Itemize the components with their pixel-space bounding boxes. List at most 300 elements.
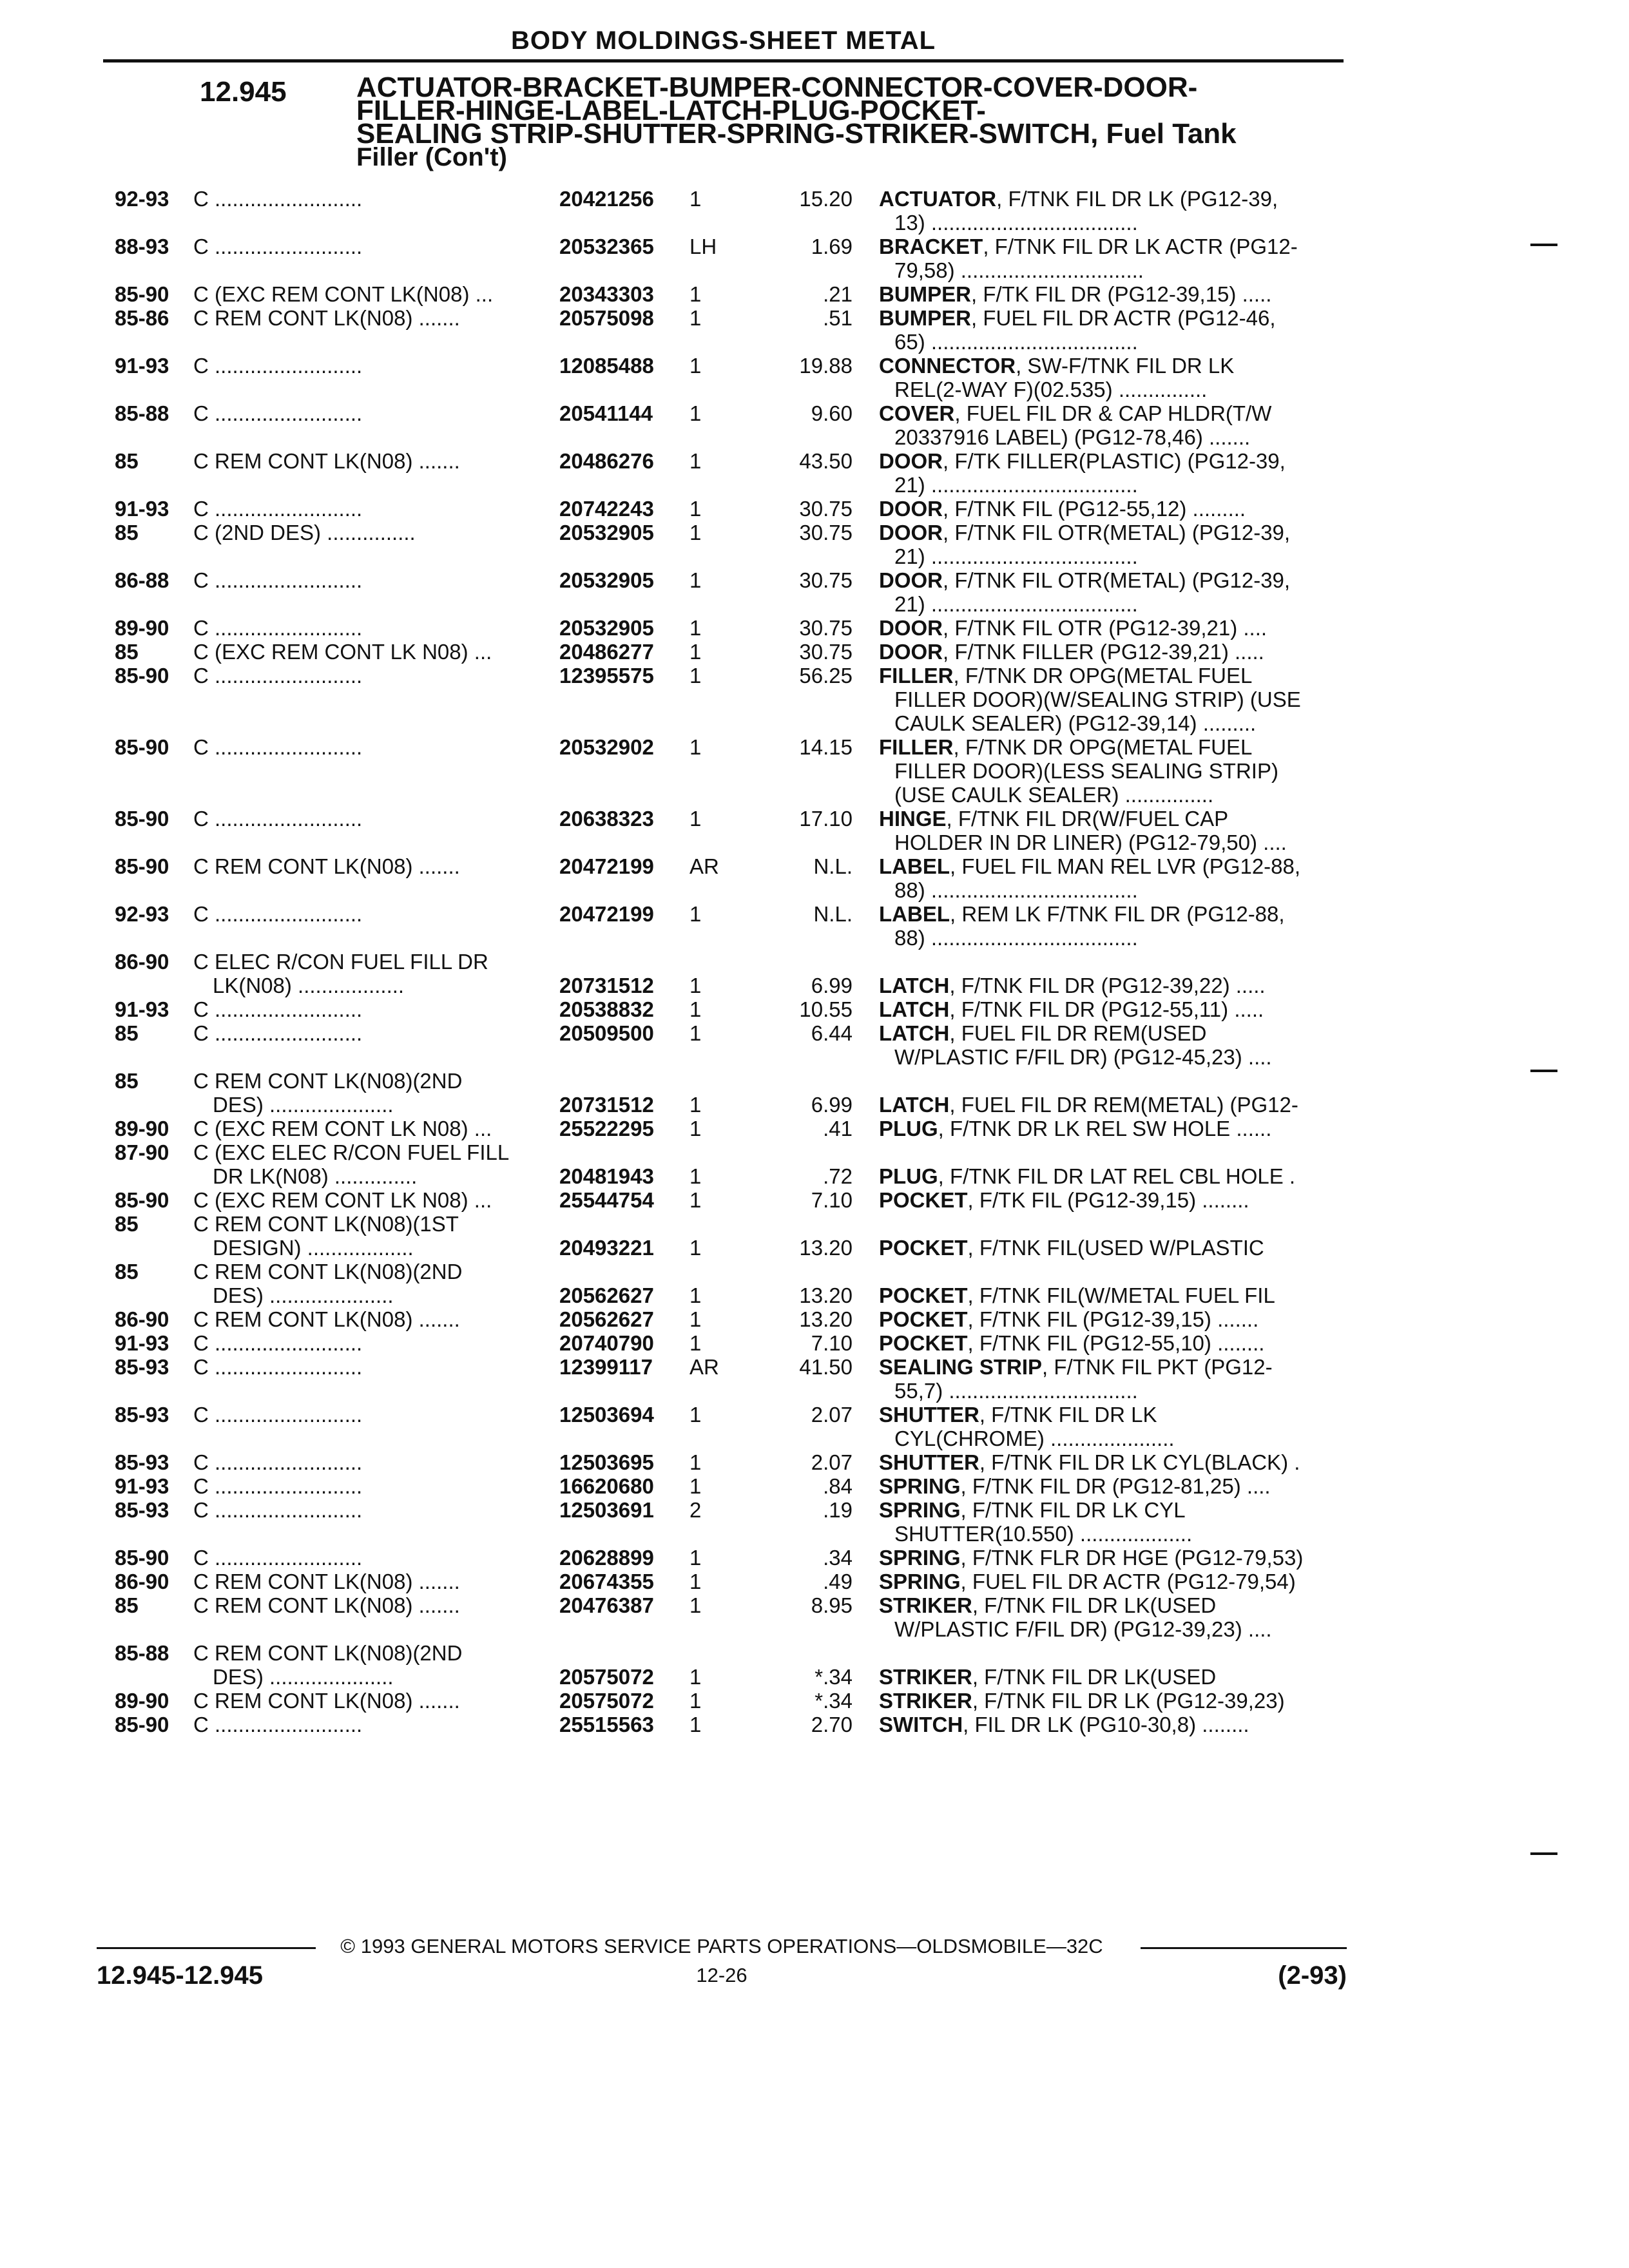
part-model: C ......................... [193,997,363,1021]
part-model: C REM CONT LK(N08)(2ND [193,1069,463,1093]
part-number: 12503691 [559,1498,654,1522]
part-model: C REM CONT LK(N08)(1ST [193,1212,459,1236]
part-row-line [115,878,1352,902]
part-quantity: 1 [689,568,702,592]
part-years: 89-90 [115,1117,169,1140]
part-model-continued: LK(N08) .................. [213,974,405,997]
part-description [879,568,1349,592]
part-quantity: 1 [689,902,702,926]
part-row-line [115,544,1352,568]
part-row-line [115,1570,1352,1593]
part-price: 30.75 [799,640,853,664]
part-number: 25515563 [559,1713,654,1736]
part-description-text: , F/TNK FIL DR LK CYL [960,1498,1186,1522]
part-description-text: , F/TNK FIL(USED W/PLASTIC [967,1236,1264,1260]
part-row-line [115,1117,1352,1140]
part-name: SEALING STRIP [879,1355,1043,1379]
part-number: 20742243 [559,497,654,521]
part-row [115,1593,1352,1641]
part-description-text: FILLER DOOR)(W/SEALING STRIP) (USE [894,687,1301,711]
part-description [879,1093,1349,1117]
part-description [894,926,1365,950]
part-description [879,449,1349,473]
part-description [894,1617,1365,1641]
part-description-text: , F/TNK DR LK REL SW HOLE ...... [938,1117,1272,1140]
part-name: COVER [879,401,955,425]
part-price: .41 [823,1117,853,1140]
part-description [879,1498,1349,1522]
part-row-line [115,664,1352,687]
part-description-text: , F/TNK FIL PKT (PG12- [1042,1355,1273,1379]
part-price: 56.25 [799,664,853,687]
part-description-text: REL(2-WAY F)(02.535) ............... [894,378,1208,401]
group-number: 12.945 [200,76,287,108]
part-description [879,1689,1349,1713]
part-row-line [115,1450,1352,1474]
part-description [879,306,1349,330]
part-model: C ......................... [193,1403,363,1427]
part-quantity: 1 [689,1474,702,1498]
part-years: 85-88 [115,1641,169,1665]
part-description [879,401,1349,425]
part-description-text: W/PLASTIC F/FIL DR) (PG12-45,23) .... [894,1045,1272,1069]
part-model: C ......................... [193,1546,363,1570]
part-description-text: SHUTTER(10.550) ................... [894,1522,1193,1546]
part-quantity: LH [689,235,717,258]
part-description [894,878,1365,902]
part-description [879,1546,1349,1570]
part-description-text: , F/TNK FIL (PG12-39,15) ....... [967,1307,1259,1331]
part-number: 25544754 [559,1188,654,1212]
part-description-text: 13) ................................... [894,211,1138,235]
part-model: C REM CONT LK(N08) ....... [193,1307,460,1331]
part-description [879,1331,1349,1355]
part-number: 20562627 [559,1307,654,1331]
part-price: .21 [823,282,853,306]
part-description [879,735,1349,759]
part-description-text: , F/TK FIL DR (PG12-39,15) ..... [971,282,1272,306]
group-title [356,72,1387,171]
part-description-text: 21) ................................... [894,473,1138,497]
parts-list [115,187,1352,1736]
page-header [103,22,1344,62]
part-price: N.L. [813,854,853,878]
footer-copyright: © 1993 GENERAL MOTORS SERVICE PARTS OPERATIONS—OLDSMOBILE—32C [340,1935,1103,1957]
part-number: 12503695 [559,1450,654,1474]
part-row-line [115,902,1352,926]
part-price: .19 [823,1498,853,1522]
part-years: 92-93 [115,902,169,926]
part-quantity: 1 [689,187,702,211]
part-description-text: , F/TNK FIL DR LK [979,1403,1157,1427]
part-name: LATCH [879,1093,950,1117]
part-description [879,1474,1349,1498]
part-model: C ......................... [193,354,363,378]
part-quantity: 1 [689,616,702,640]
part-number: 20493221 [559,1236,654,1260]
part-model: C REM CONT LK(N08) ....... [193,449,460,473]
part-quantity: 1 [689,1450,702,1474]
part-description [894,592,1365,616]
part-price: 30.75 [799,521,853,544]
part-name: LATCH [879,997,950,1021]
part-description-text: , FUEL FIL DR & CAP HLDR(T/W [954,401,1272,425]
part-row [115,807,1352,854]
group-title-line: FILLER-HINGE-LABEL-LATCH-PLUG-POCKET- [356,95,986,126]
part-price: 6.99 [811,974,853,997]
part-model: C ......................... [193,1450,363,1474]
group-title-line: Filler (Con't) [356,143,507,171]
part-name: LATCH [879,974,950,997]
part-row-line [115,1355,1352,1379]
part-description [879,1236,1349,1260]
part-description-text: FILLER DOOR)(LESS SEALING STRIP) [894,759,1278,783]
part-description-text: , F/TNK FIL DR (PG12-39,22) ..... [949,974,1266,997]
part-row-line [115,1403,1352,1427]
part-description [894,759,1365,783]
part-description [879,521,1349,544]
part-description [894,1522,1365,1546]
part-row [115,1188,1352,1212]
part-description-text: , F/TNK DR OPG(METAL FUEL [953,735,1253,759]
part-name: CONNECTOR [879,354,1016,378]
part-row [115,1140,1352,1188]
part-row-line [115,1307,1352,1331]
part-row-line [115,521,1352,544]
part-number: 25522295 [559,1117,654,1140]
part-years: 85-93 [115,1450,169,1474]
part-row-line [115,1331,1352,1355]
part-model: C REM CONT LK(N08) ....... [193,306,460,330]
part-quantity: 1 [689,1307,702,1331]
part-row [115,1117,1352,1140]
part-price: 30.75 [799,497,853,521]
part-row-line [115,568,1352,592]
part-row-line [115,1617,1352,1641]
part-model: C ......................... [193,902,363,926]
part-years: 85-93 [115,1355,169,1379]
part-row-line [115,378,1352,401]
part-years: 85 [115,1021,139,1045]
part-number: 20674355 [559,1570,654,1593]
part-name: FILLER [879,664,954,687]
part-years: 86-90 [115,950,169,974]
part-years: 86-90 [115,1307,169,1331]
part-description [894,1379,1365,1403]
part-description [879,664,1349,687]
part-description [879,1188,1349,1212]
part-name: SPRING [879,1474,961,1498]
part-description [894,544,1365,568]
part-row-line [115,616,1352,640]
part-model: C ......................... [193,1713,363,1736]
part-description [879,1117,1349,1140]
part-model: C ......................... [193,401,363,425]
part-model: C (EXC REM CONT LK N08) ... [193,1117,492,1140]
part-years: 91-93 [115,997,169,1021]
part-description-text: , FUEL FIL DR ACTR (PG12-46, [971,306,1276,330]
part-quantity: 1 [689,807,702,831]
part-years: 85-90 [115,1713,169,1736]
part-name: POCKET [879,1283,968,1307]
part-model-continued: DESIGN) .................. [213,1236,414,1260]
part-years: 85-90 [115,807,169,831]
part-number: 20532365 [559,235,654,258]
part-description [879,902,1349,926]
part-row [115,235,1352,282]
part-row-line [115,1427,1352,1450]
part-row [115,1450,1352,1474]
part-description [879,807,1349,831]
part-quantity: 1 [689,1331,702,1355]
part-number: 20532902 [559,735,654,759]
margin-mark [1530,244,1557,246]
part-row [115,497,1352,521]
part-row-line [115,449,1352,473]
part-description-text: , REM LK F/TNK FIL DR (PG12-88, [950,902,1285,926]
part-name: ACTUATOR [879,187,997,211]
part-quantity: 1 [689,1188,702,1212]
part-name: BUMPER [879,282,972,306]
part-row-line [115,354,1352,378]
part-price: 17.10 [799,807,853,831]
part-description-text: 55,7) ................................ [894,1379,1138,1403]
part-name: STRIKER [879,1665,972,1689]
part-years: 85-90 [115,854,169,878]
part-number: 20575098 [559,306,654,330]
part-description [879,974,1349,997]
part-years: 85 [115,449,139,473]
part-quantity: 2 [689,1498,702,1522]
part-model: C ELEC R/CON FUEL FILL DR [193,950,488,974]
part-quantity: 1 [689,521,702,544]
part-years: 89-90 [115,616,169,640]
part-quantity: 1 [689,1164,702,1188]
part-price: *.34 [815,1689,853,1713]
part-name: SHUTTER [879,1403,979,1427]
part-model: C (EXC ELEC R/CON FUEL FILL [193,1140,510,1164]
part-model: C REM CONT LK(N08)(2ND [193,1260,463,1283]
part-model: C ......................... [193,568,363,592]
part-name: DOOR [879,640,943,664]
part-row-line [115,282,1352,306]
part-description [894,330,1365,354]
part-number: 20486277 [559,640,654,664]
part-number: 20575072 [559,1665,654,1689]
part-number: 20532905 [559,521,654,544]
part-description [894,211,1365,235]
part-row-line [115,401,1352,425]
part-row [115,1641,1352,1689]
part-price: 2.70 [811,1713,853,1736]
part-row-line [115,306,1352,330]
part-years: 85 [115,1260,139,1283]
part-row [115,282,1352,306]
part-description-text: , FUEL FIL MAN REL LVR (PG12-88, [950,854,1301,878]
part-description [879,1021,1349,1045]
part-row [115,1021,1352,1069]
part-name: SPRING [879,1546,961,1570]
part-number: 20538832 [559,997,654,1021]
part-description-text: 20337916 LABEL) (PG12-78,46) ....... [894,425,1251,449]
part-number: 12399117 [559,1355,653,1379]
part-quantity: 1 [689,401,702,425]
part-row-line [115,1641,1352,1665]
part-row-line [115,1713,1352,1736]
part-price: 2.07 [811,1450,853,1474]
part-quantity: 1 [689,997,702,1021]
part-description-text: , F/TNK FIL OTR (PG12-39,21) .... [943,616,1268,640]
part-description-text: , F/TNK FIL(W/METAL FUEL FIL [967,1283,1275,1307]
part-number: 20532905 [559,616,654,640]
part-years: 85-93 [115,1403,169,1427]
part-name: POCKET [879,1236,968,1260]
part-quantity: 1 [689,1283,702,1307]
part-price: 7.10 [811,1188,853,1212]
part-name: STRIKER [879,1593,972,1617]
part-name: DOOR [879,568,943,592]
part-row-line [115,1021,1352,1045]
part-description-text: , F/TNK FILLER (PG12-39,21) ..... [943,640,1264,664]
part-name: DOOR [879,616,943,640]
part-row [115,902,1352,950]
part-name: STRIKER [879,1689,972,1713]
part-description-text: 79,58) ............................... [894,258,1144,282]
part-number: 20638323 [559,807,654,831]
part-years: 85-90 [115,1188,169,1212]
part-description [879,235,1349,258]
part-row [115,616,1352,640]
part-row-line [115,759,1352,783]
part-price: .51 [823,306,853,330]
part-model: C ......................... [193,807,363,831]
page-title: BODY MOLDINGS-SHEET METAL [510,26,936,55]
footer-section-range: 12.945-12.945 [97,1961,264,1990]
part-quantity: 1 [689,1713,702,1736]
part-price: 1.69 [811,235,853,258]
part-name: LATCH [879,1021,950,1045]
part-quantity: 1 [689,640,702,664]
part-description-text: , F/TNK DR OPG(METAL FUEL [953,664,1253,687]
part-description [879,1355,1349,1379]
part-number: 12085488 [559,354,654,378]
part-row [115,1403,1352,1450]
part-row [115,997,1352,1021]
part-years: 85-90 [115,664,169,687]
part-row-line [115,1593,1352,1617]
part-description-text: , F/TNK FIL DR LAT REL CBL HOLE . [938,1164,1296,1188]
part-row [115,1474,1352,1498]
part-model-continued: DES) ..................... [213,1665,394,1689]
part-row-line [115,1188,1352,1212]
part-description [879,187,1349,211]
part-row-line [115,330,1352,354]
part-description-text: , F/TNK FIL OTR(METAL) (PG12-39, [943,568,1291,592]
part-model-continued: DES) ..................... [213,1093,394,1117]
part-row [115,1546,1352,1570]
part-years: 86-88 [115,568,169,592]
page-footer [97,1934,1347,2005]
part-row-line [115,1093,1352,1117]
part-description [879,1283,1349,1307]
part-quantity: 1 [689,282,702,306]
part-description [879,354,1349,378]
part-name: PLUG [879,1164,938,1188]
part-description [894,425,1365,449]
part-price: .34 [823,1546,853,1570]
part-quantity: 1 [689,1021,702,1045]
part-model-continued: DES) ..................... [213,1283,394,1307]
part-row-line [115,497,1352,521]
part-quantity: 1 [689,664,702,687]
part-description [879,1593,1349,1617]
part-price: 2.07 [811,1403,853,1427]
part-description-text: CYL(CHROME) ..................... [894,1427,1175,1450]
part-description-text: , F/TNK FIL OTR(METAL) (PG12-39, [943,521,1291,544]
part-row-line [115,1212,1352,1236]
part-description-text: W/PLASTIC F/FIL DR) (PG12-39,23) .... [894,1617,1272,1641]
part-row [115,1355,1352,1403]
part-description-text: , F/TNK FLR DR HGE (PG12-79,53) [960,1546,1304,1570]
part-quantity: 1 [689,449,702,473]
part-years: 85-88 [115,401,169,425]
part-price: 13.20 [799,1307,853,1331]
part-price: .49 [823,1570,853,1593]
part-number: 12395575 [559,664,654,687]
part-row [115,354,1352,401]
part-description [894,831,1365,854]
part-description-text: , F/TNK FIL DR LK CYL(BLACK) . [979,1450,1300,1474]
part-row [115,664,1352,735]
part-model: C ......................... [193,497,363,521]
part-quantity: 1 [689,306,702,330]
part-row [115,449,1352,497]
part-name: POCKET [879,1307,968,1331]
part-description [879,1450,1349,1474]
part-description [879,1665,1349,1689]
group-title-line: ACTUATOR-BRACKET-BUMPER-CONNECTOR-COVER-DOOR- [356,72,1198,103]
part-description-text: , F/TNK FIL DR(W/FUEL CAP [946,807,1229,831]
part-years: 91-93 [115,1474,169,1498]
part-years: 85 [115,1069,139,1093]
part-description [879,1307,1349,1331]
part-model: C (EXC REM CONT LK N08) ... [193,640,492,664]
part-row [115,1331,1352,1355]
part-number: 20562627 [559,1283,654,1307]
part-price: 10.55 [799,997,853,1021]
part-row-line [115,258,1352,282]
part-row-line [115,831,1352,854]
part-years: 85-90 [115,282,169,306]
part-number: 20628899 [559,1546,654,1570]
part-row [115,1260,1352,1307]
part-name: POCKET [879,1188,968,1212]
footer-page-number: 12-26 [696,1964,747,1986]
part-name: SPRING [879,1498,961,1522]
part-model: C ......................... [193,1498,363,1522]
part-model: C REM CONT LK(N08) ....... [193,854,460,878]
part-quantity: 1 [689,735,702,759]
part-years: 85 [115,640,139,664]
part-model: C REM CONT LK(N08)(2ND [193,1641,463,1665]
part-price: 13.20 [799,1236,853,1260]
part-row-line [115,1379,1352,1403]
part-description-text: HOLDER IN DR LINER) (PG12-79,50) .... [894,831,1287,854]
part-name: LABEL [879,854,950,878]
part-row-line [115,1283,1352,1307]
part-number: 20532905 [559,568,654,592]
part-price: *.34 [815,1665,853,1689]
